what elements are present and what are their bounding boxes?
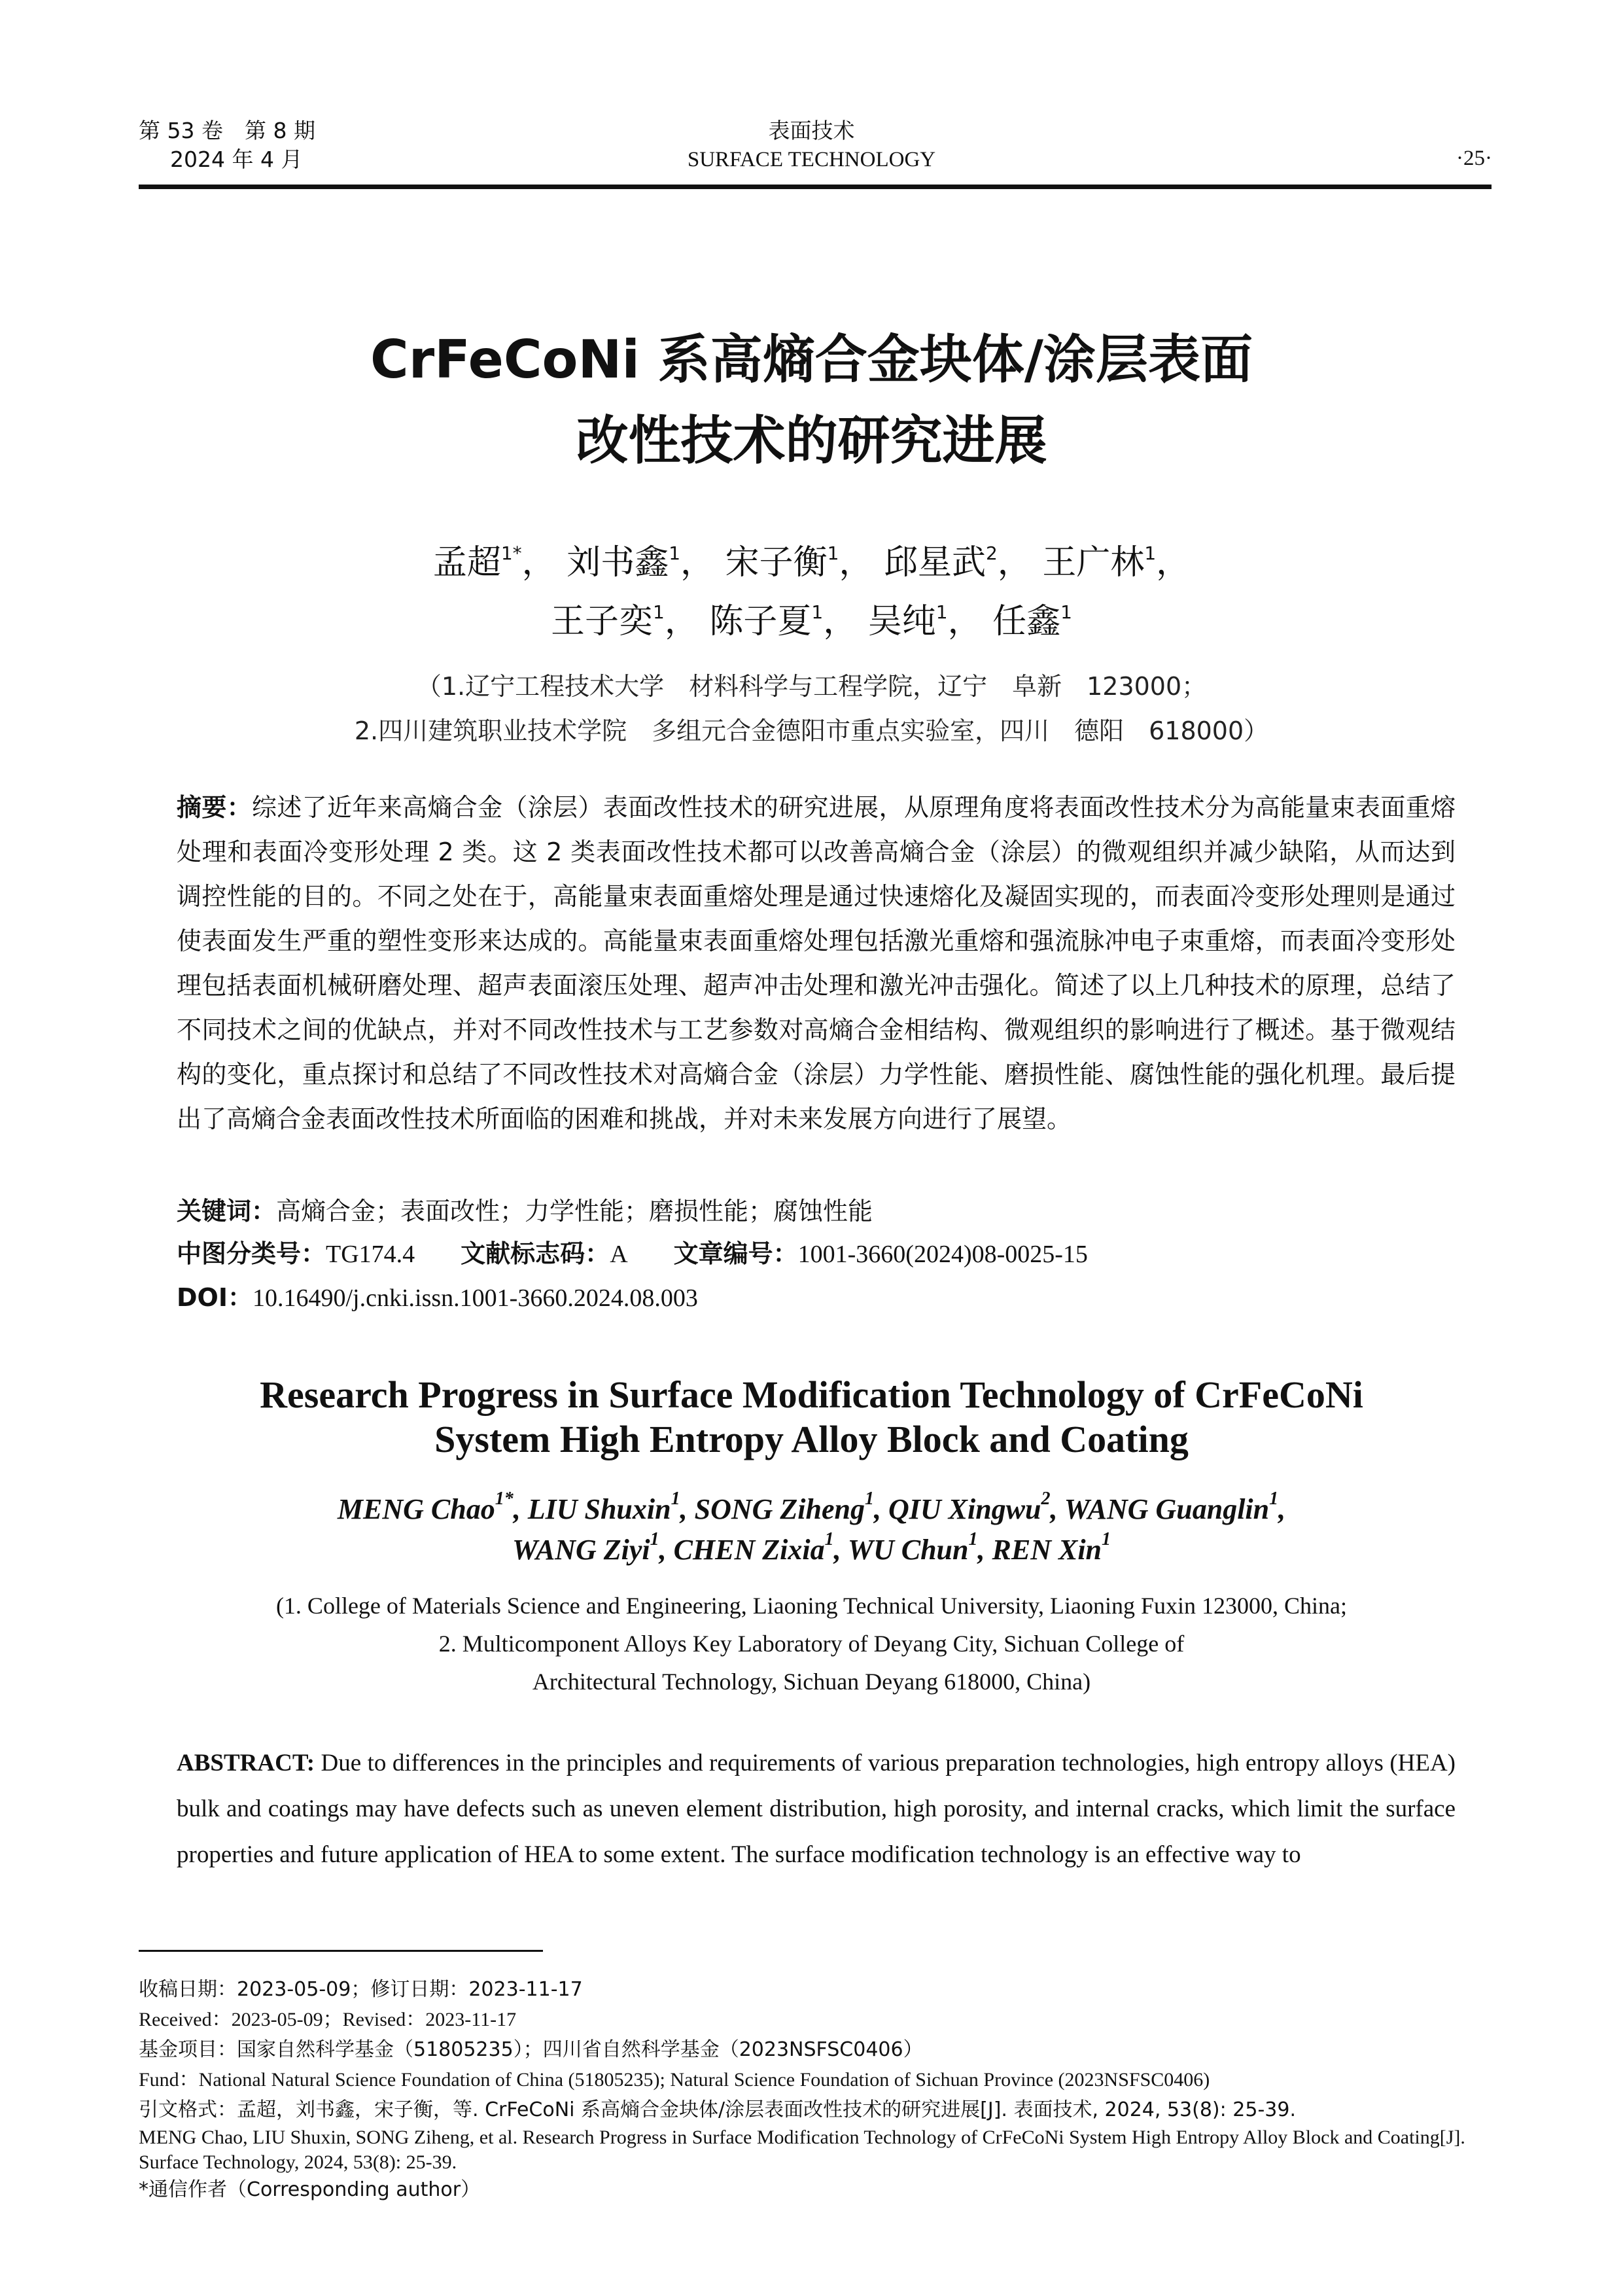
article-title-zh bbox=[0, 319, 1623, 482]
fund-zh: 基金项目：国家自然科学基金（51805235）；四川省自然科学基金（2023NSFSC0406） bbox=[139, 2038, 923, 2061]
header-rule bbox=[139, 185, 1492, 189]
author-en-line-2: WANG Ziyi$^1$, CHEN Zixia$^1$, WU Chun$^1$, REN Xin$^1$ bbox=[512, 1529, 1111, 1566]
author-name-en: SONG Ziheng bbox=[694, 1493, 865, 1525]
author-affil-mark: 1 bbox=[1144, 542, 1157, 564]
author-name: 任鑫 bbox=[992, 602, 1061, 641]
author-list-zh bbox=[0, 533, 1623, 651]
title-en-line-2: System High Entropy Alloy Block and Coating bbox=[434, 1418, 1189, 1460]
received-date-zh: 收稿日期：2023-05-09；修订日期：2023-11-17 bbox=[139, 1978, 583, 2001]
citation-zh: 引文格式：孟超，刘书鑫，宋子衡，等. CrFeCoNi 系高熵合金块体/涂层表面改性技术的研究进展[J]. 表面技术, 2024, 53(8): 25-39. bbox=[139, 2098, 1296, 2121]
title-line-2: 改性技术的研究进展 bbox=[576, 410, 1047, 471]
title-en-line-1: Research Progress in Surface Modification Technology of CrFeCoNi bbox=[260, 1373, 1363, 1416]
author-affil-mark: 1 bbox=[811, 601, 824, 623]
abstract-zh bbox=[177, 785, 1456, 1141]
abstract-label: 摘要： bbox=[177, 793, 253, 822]
author-name: 王子奕 bbox=[551, 602, 654, 641]
author-affil-mark: 1 bbox=[824, 1529, 834, 1549]
author-name: 孟超 bbox=[432, 543, 501, 582]
volume-issue: 第 53 卷 第 8 期 bbox=[139, 118, 315, 143]
classification-line bbox=[177, 1235, 1088, 1273]
author-name: 陈子夏 bbox=[709, 602, 812, 641]
author-name-en: WU Chun bbox=[847, 1534, 969, 1566]
doi-label: DOI： bbox=[177, 1283, 253, 1312]
doc-code-label: 文献标志码： bbox=[461, 1239, 610, 1268]
doi-link[interactable]: 10.16490/j.cnki.issn.1001-3660.2024.08.003 bbox=[253, 1284, 698, 1312]
fund-en: Fund：National Natural Science Foundation of China (51805235); Natural Science Foundation of Sichuan Province (2023NSFSC0406) bbox=[139, 2069, 1210, 2091]
issue-date: 2024 年 4 月 bbox=[170, 147, 303, 172]
footnote-rule bbox=[139, 1950, 543, 1952]
article-number-value: 1001-3660(2024)08-0025-15 bbox=[797, 1241, 1088, 1268]
doc-code-value: A bbox=[610, 1241, 628, 1268]
author-name-en: WANG Ziyi bbox=[512, 1534, 650, 1566]
footnotes bbox=[139, 1975, 1493, 2205]
author-name-en: QIU Xingwu bbox=[888, 1493, 1041, 1525]
affiliation-line: （1.辽宁工程技术大学 材料科学与工程学院，辽宁 阜新 123000； bbox=[416, 672, 1207, 701]
author-affil-mark: 1* bbox=[500, 542, 522, 564]
author-name-en: LIU Shuxin bbox=[527, 1493, 671, 1525]
title-line-1: CrFeCoNi 系高熵合金块体/涂层表面 bbox=[370, 329, 1253, 390]
affiliation-en-line: 2. Multicomponent Alloys Key Laboratory of Deyang City, Sichuan College of bbox=[438, 1631, 1185, 1657]
author-name: 邱星武 bbox=[883, 543, 986, 582]
clc-value: TG174.4 bbox=[326, 1241, 415, 1268]
author-affil-mark: 1 bbox=[671, 1489, 680, 1509]
author-affil-mark: 2 bbox=[985, 542, 998, 564]
author-affil-mark: 1 bbox=[650, 1529, 659, 1549]
author-affil-mark: 1 bbox=[864, 1489, 874, 1509]
clc-label: 中图分类号： bbox=[177, 1239, 326, 1268]
journal-name bbox=[0, 116, 1623, 174]
author-line-2: 王子奕$^1$， 陈子夏$^1$， 吴纯$^1$， 任鑫$^1$ bbox=[551, 601, 1072, 641]
author-name: 王广林 bbox=[1042, 543, 1145, 582]
author-name: 刘书鑫 bbox=[567, 543, 669, 582]
received-date-en: Received：2023-05-09；Revised：2023-11-17 bbox=[139, 2009, 517, 2030]
author-name-en: REN Xin bbox=[992, 1534, 1102, 1566]
author-affil-mark: 1 bbox=[968, 1529, 978, 1549]
author-list-en bbox=[0, 1489, 1623, 1570]
author-line-1: 孟超$^{1*}$， 刘书鑫$^1$， 宋子衡$^1$， 邱星武$^2$， 王广林$^1$， bbox=[432, 542, 1191, 582]
article-number-label: 文章编号： bbox=[673, 1239, 798, 1268]
author-affil-mark: 1 bbox=[1269, 1489, 1279, 1509]
affiliation-line: 2.四川建筑职业技术学院 多组元合金德阳市重点实验室，四川 德阳 618000） bbox=[354, 716, 1269, 745]
keywords-text: 高熵合金；表面改性；力学性能；磨损性能；腐蚀性能 bbox=[276, 1197, 873, 1226]
author-name: 宋子衡 bbox=[725, 543, 828, 582]
affiliation-en-line: (1. College of Materials Science and Engineering, Liaoning Technical University, Liaoning Fuxin 123000, China; bbox=[275, 1593, 1348, 1619]
author-affil-mark: 1 bbox=[827, 542, 839, 564]
corresponding-author-note: *通信作者（Corresponding author） bbox=[139, 2178, 481, 2201]
abstract-en-label: ABSTRACT: bbox=[177, 1750, 315, 1776]
abstract-text: 综述了近年来高熵合金（涂层）表面改性技术的研究进展，从原理角度将表面改性技术分为高能量束表面重熔处理和表面冷变形处理 2 类。这 2 类表面改性技术都可以改善高熵合金（涂层）的微观组织并减少缺陷，从而达到调控性能的目的。不同之处在于，高能量束表面重熔处理是通过快速熔化及凝固实现的，而表面冷变形处理则是通过使表面发生严重的塑性变形来达成的。高能量束表面重熔处理包括激光重熔和强流脉冲电子束重熔，而表面冷变形处理包括表面机械研磨处理、超声表面滚压处理、超声冲击处理和激光冲击强化。简述了以上几种技术的原理，总结了不同技术之间的优缺点，并对不同改性技术与工艺参数对高熵合金相结构、微观组织的影响进行了概述。基于微观结构的变化，重点探讨和总结了不同改性技术对高熵合金（涂层）力学性能、磨损性能、腐蚀性能的强化机理。最后提出了高熵合金表面改性技术所面临的困难和挑战，并对未来发展方向进行了展望。 bbox=[177, 793, 1456, 1133]
author-affil-mark: 1 bbox=[1102, 1529, 1111, 1549]
affiliations-zh bbox=[0, 664, 1623, 753]
abstract-en bbox=[177, 1740, 1456, 1878]
journal-name-en: SURFACE TECHNOLOGY bbox=[687, 148, 936, 171]
author-affil-mark: 1* bbox=[495, 1489, 514, 1509]
author-affil-mark: 1 bbox=[1060, 601, 1072, 623]
author-affil-mark: 1 bbox=[935, 601, 948, 623]
affiliations-en bbox=[0, 1587, 1623, 1701]
article-title-en bbox=[0, 1373, 1623, 1462]
keywords-label: 关键词： bbox=[177, 1197, 277, 1226]
author-name-en: CHEN Zixia bbox=[673, 1534, 825, 1566]
citation-en: MENG Chao, LIU Shuxin, SONG Ziheng, et al. Research Progress in Surface Modification Technology of CrFeCoNi System High Entropy Alloy Block and Coating[J]. Surface Technology, 2024, 53(8): 25-39. bbox=[139, 2127, 1465, 2173]
author-name-en: MENG Chao bbox=[337, 1493, 495, 1525]
doi-line bbox=[177, 1279, 698, 1316]
author-affil-mark: 1 bbox=[653, 601, 665, 623]
keywords bbox=[177, 1193, 873, 1229]
author-name: 吴纯 bbox=[867, 602, 936, 641]
affiliation-en-line: Architectural Technology, Sichuan Deyang 618000, China) bbox=[532, 1669, 1091, 1695]
author-en-line-1: MENG Chao$^{1*}$, LIU Shuxin$^1$, SONG Ziheng$^1$, QIU Xingwu$^2$, WANG Guanglin$^1$, bbox=[337, 1489, 1286, 1525]
author-affil-mark: 1 bbox=[669, 542, 681, 564]
journal-name-zh: 表面技术 bbox=[768, 118, 855, 143]
page-number: ·25· bbox=[1456, 147, 1492, 170]
abstract-en-text: Due to differences in the principles and requirements of various preparation technologies, high entropy alloys (HEA) bulk and coatings may have defects such as uneven element distribution, high porosity, and internal cracks, which limit the surface properties and future application of HEA to some extent. The surface modification technology is an effective way to bbox=[177, 1750, 1456, 1868]
author-affil-mark: 2 bbox=[1041, 1489, 1051, 1509]
author-name-en: WANG Guanglin bbox=[1064, 1493, 1270, 1525]
